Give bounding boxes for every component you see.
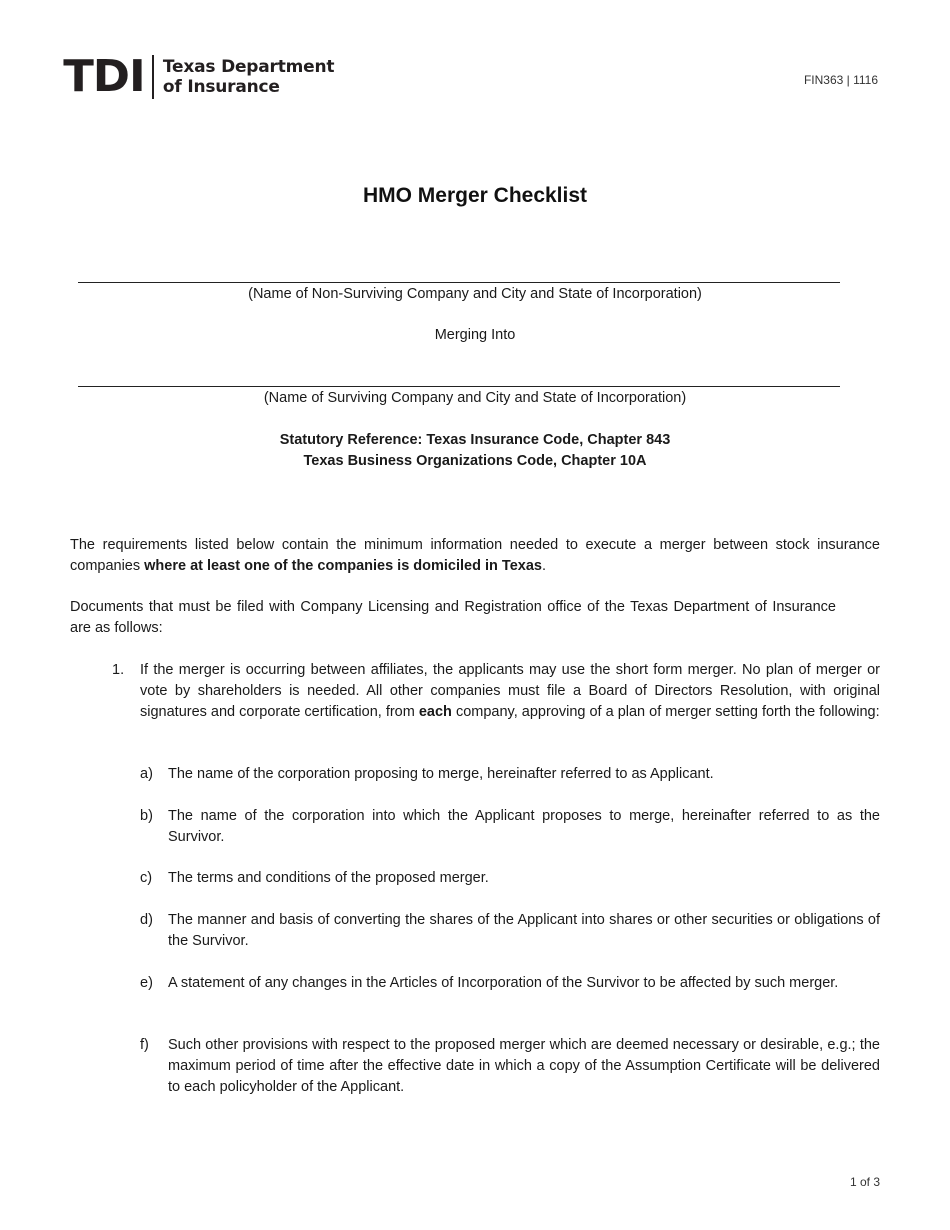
page-number: 1 of 3	[849, 1175, 880, 1189]
intro-bold-text: where at least one of the companies is domiciled in Texas	[144, 558, 542, 574]
sub-item-text: The manner and basis of converting the shares of the Applicant into shares or other securities or obligations of the Survivor.	[168, 912, 880, 949]
list-item	[112, 660, 880, 723]
tdi-logo	[63, 51, 335, 102]
list-item-text-b: company, approving of a plan of merger setting forth the following:	[451, 704, 880, 720]
sub-item-a	[140, 764, 880, 785]
logo-line-2: of Insurance	[162, 77, 280, 97]
surviving-company-blank[interactable]	[78, 386, 840, 387]
logo-line-1: Texas Department	[162, 57, 335, 77]
intro-text: The requirements listed below contain the minimum information needed to execute a merger between stock insurance companies	[70, 537, 880, 574]
list-item-text	[140, 660, 880, 723]
list-item-number: 1.	[112, 662, 125, 678]
sub-item-label: f)	[140, 1037, 149, 1053]
form-number: FIN363 | 1116	[803, 73, 878, 87]
non-surviving-caption: (Name of Non-Surviving Company and City and State of Incorporation)	[248, 286, 702, 302]
surviving-caption: (Name of Surviving Company and City and State of Incorporation)	[263, 390, 687, 406]
sub-item-label: e)	[140, 975, 153, 991]
logo-mark: TDI	[63, 51, 145, 102]
statutory-reference: Statutory Reference: Texas Insurance Code, Chapter 843	[279, 432, 671, 448]
sub-item-e	[140, 973, 880, 994]
sub-item-b	[140, 806, 880, 848]
sub-item-f	[140, 1035, 880, 1098]
documents-paragraph: Documents that must be filed with Company Licensing and Registration office of the Texas Department of Insurance are as follows:	[70, 599, 836, 636]
sub-item-text: The name of the corporation proposing to merge, hereinafter referred to as Applicant.	[168, 766, 714, 782]
sub-item-label: a)	[140, 766, 153, 782]
sub-item-label: c)	[140, 870, 153, 886]
sub-item-text: A statement of any changes in the Articles of Incorporation of the Survivor to be affected by such merger.	[168, 975, 839, 991]
sub-item-text: The name of the corporation into which the Applicant proposes to merge, hereinafter referred to as the Survivor.	[168, 808, 880, 845]
logo-agency-name	[163, 57, 334, 97]
logo-divider	[152, 55, 154, 99]
business-code-reference: Texas Business Organizations Code, Chapter 10A	[303, 453, 647, 469]
sub-item-label: d)	[140, 912, 153, 928]
merging-into-label: Merging Into	[434, 327, 516, 343]
sub-item-d	[140, 910, 880, 952]
page-title: HMO Merger Checklist	[362, 184, 588, 207]
sub-item-c	[140, 868, 880, 889]
intro-paragraph	[70, 535, 880, 577]
sub-item-text: The terms and conditions of the proposed merger.	[168, 870, 489, 886]
list-item-text-a: If the merger is occurring between affiliates, the applicants may use the short form merger. No plan of merger or vote by shareholders is needed. All other companies must file a Board of Directors Resolution, with original signatures and corporate certification, from	[140, 662, 880, 720]
sub-item-label: b)	[140, 808, 153, 824]
non-surviving-company-blank[interactable]	[78, 282, 840, 283]
sub-item-text: Such other provisions with respect to the proposed merger which are deemed necessary or desirable, e.g.; the maximum period of time after the effective date in which a copy of the Assumption Certificate will be delivered to each policyholder of the Applicant.	[168, 1037, 880, 1095]
list-item-text-bold: each	[418, 704, 452, 720]
intro-text-end: .	[541, 558, 546, 574]
